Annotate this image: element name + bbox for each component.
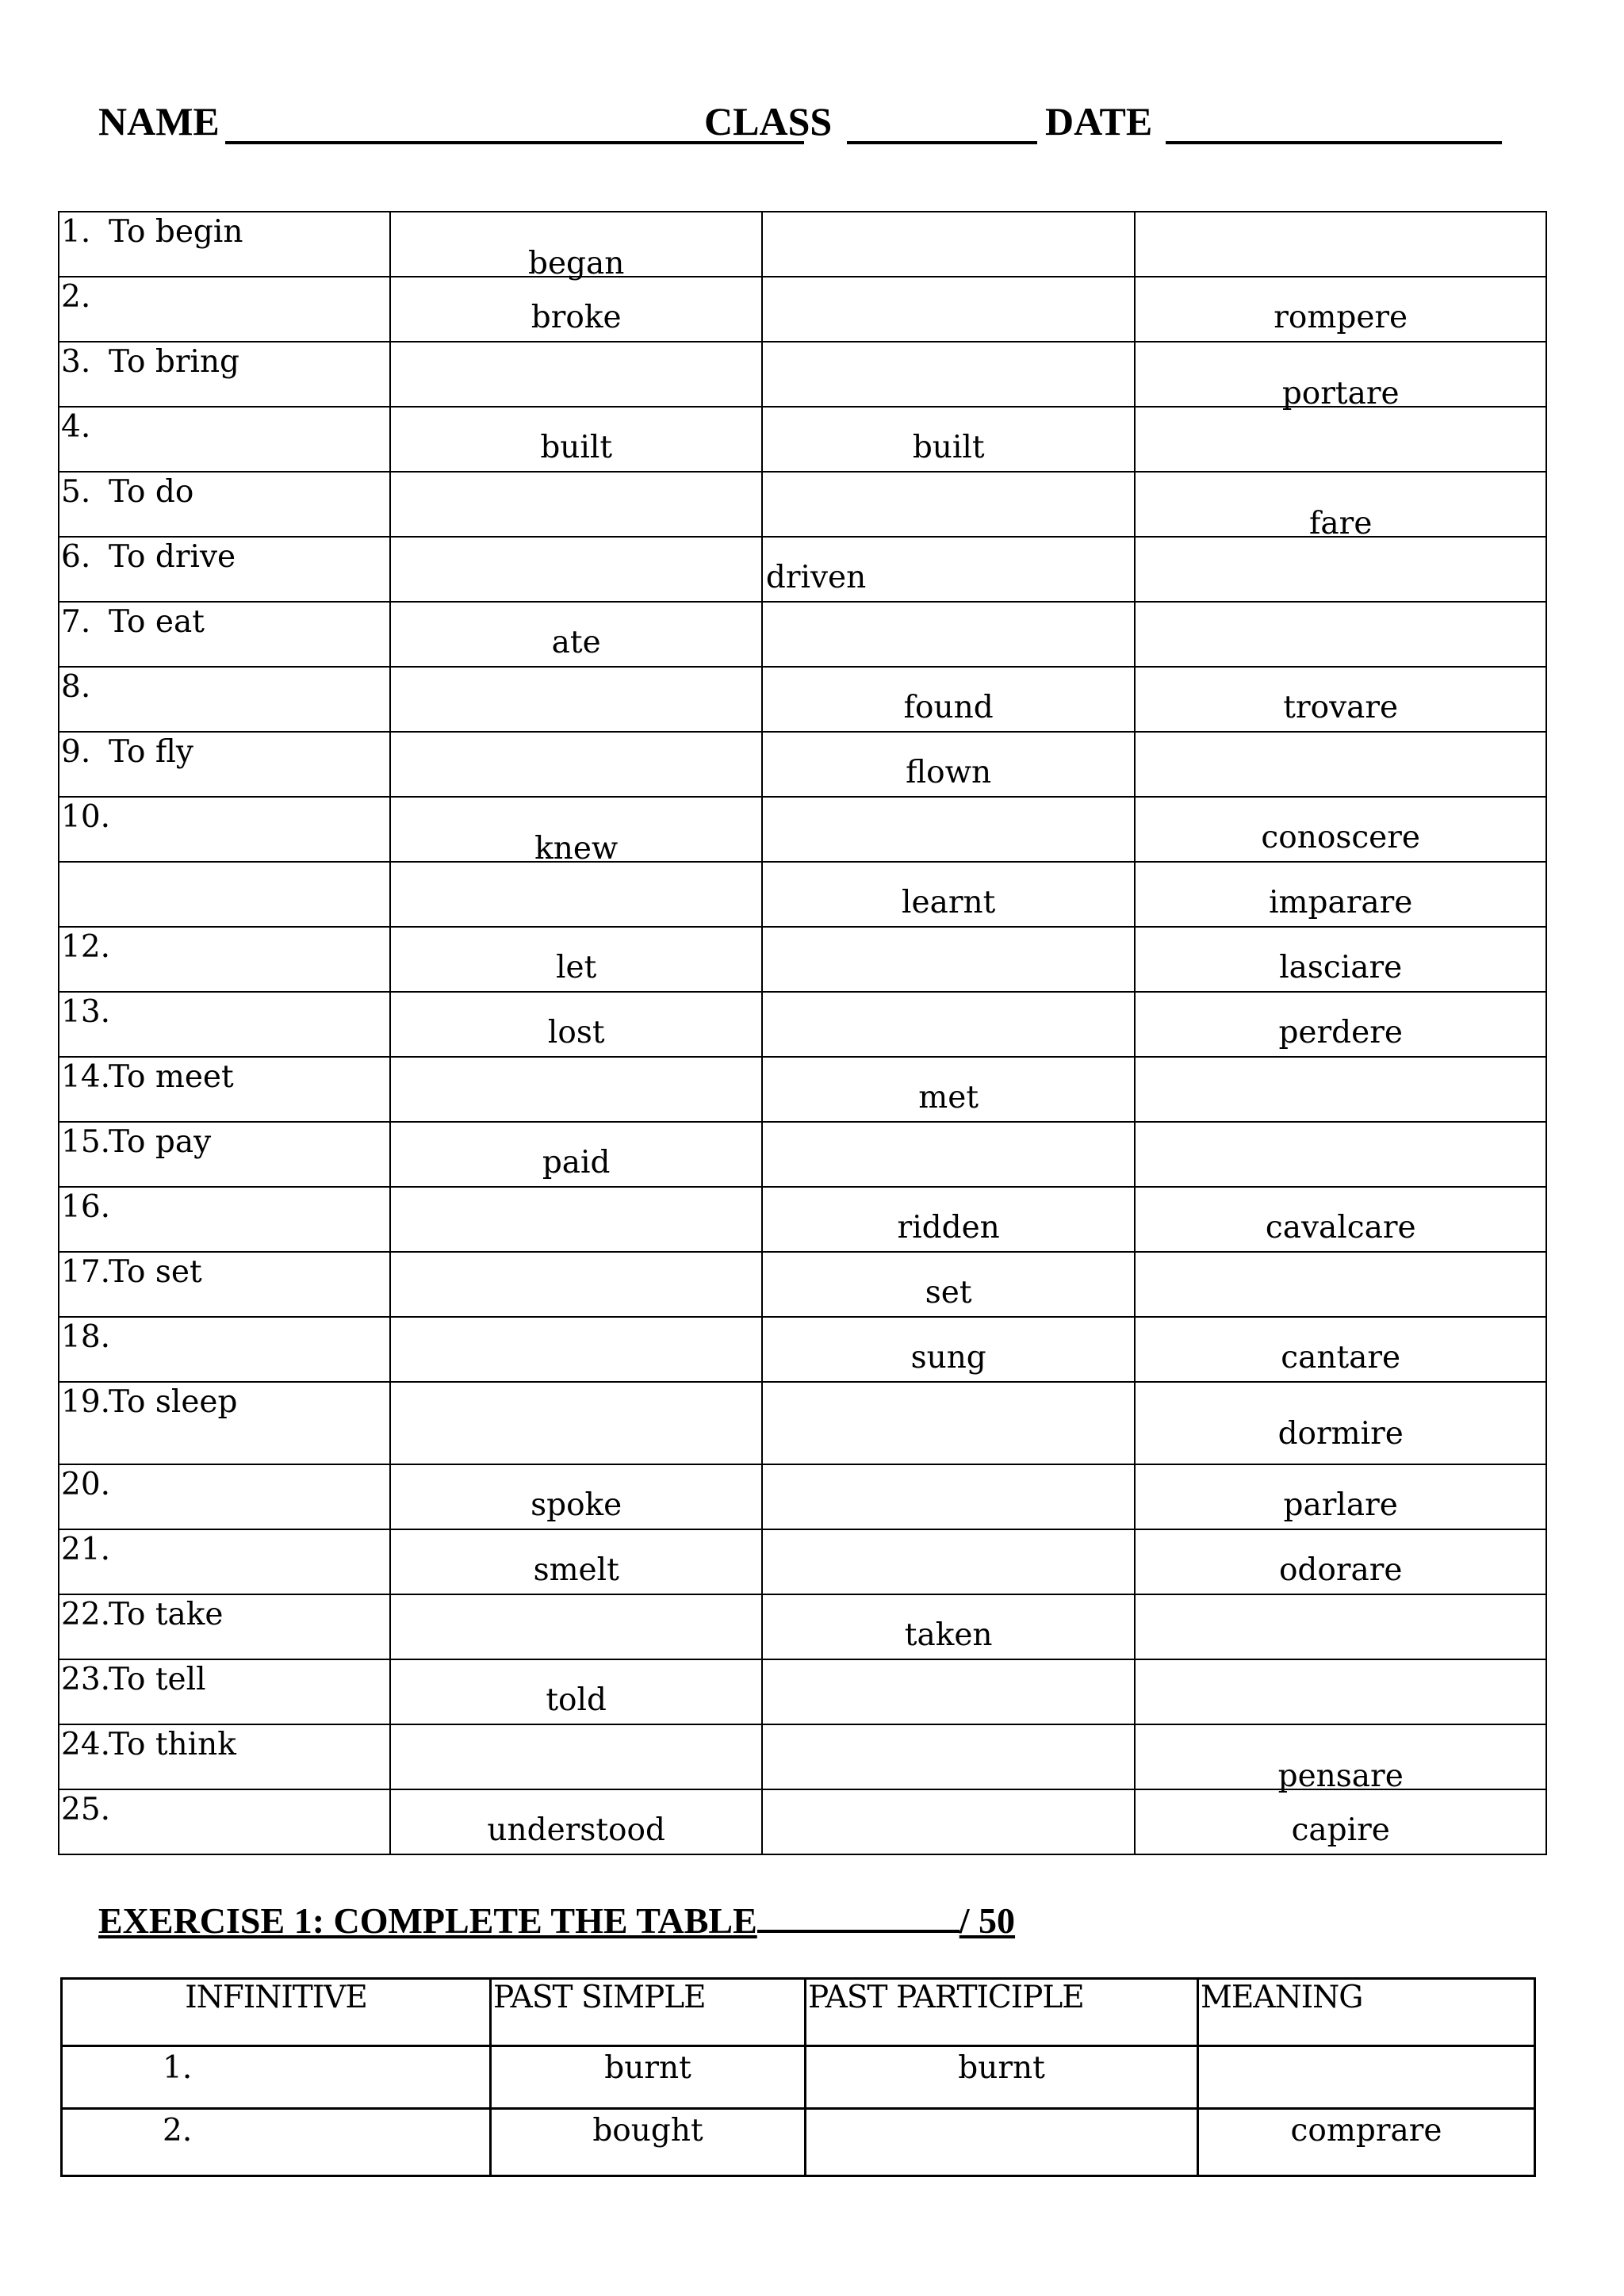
row-number: 6. [61, 539, 91, 575]
infinitive-cell[interactable] [59, 407, 390, 472]
infinitive-text: To sleep [109, 1384, 238, 1420]
exercise-meaning-cell[interactable] [1198, 2046, 1535, 2109]
exercise-table [60, 1977, 1536, 2177]
exercise-past-participle-cell[interactable] [806, 2109, 1198, 2176]
past-participle-cell[interactable] [762, 1122, 1136, 1187]
exercise-past-simple-cell[interactable] [491, 2046, 806, 2109]
past-participle-text: learnt [902, 885, 996, 920]
exercise-row [62, 2046, 1535, 2109]
table-row [59, 407, 1546, 472]
past-simple-cell[interactable] [390, 1464, 761, 1529]
meaning-cell[interactable] [1135, 1659, 1546, 1724]
meaning-cell[interactable] [1135, 602, 1546, 667]
meaning-cell[interactable] [1135, 732, 1546, 797]
row-number: 14. [61, 1059, 111, 1095]
table-row [59, 1317, 1546, 1382]
table-row [59, 1594, 1546, 1659]
past-participle-cell[interactable] [762, 1529, 1136, 1594]
exercise-past-participle-text: burnt [958, 2050, 1045, 2086]
meaning-text: fare [1309, 506, 1373, 541]
row-number: 21. [61, 1532, 111, 1567]
infinitive-cell[interactable] [59, 1122, 390, 1187]
past-participle-text: ridden [897, 1210, 1000, 1246]
infinitive-cell[interactable] [59, 1529, 390, 1594]
meaning-cell[interactable] [1135, 537, 1546, 602]
infinitive-cell[interactable] [59, 927, 390, 992]
infinitive-cell[interactable] [59, 1382, 390, 1464]
date-label: DATE [1045, 99, 1153, 144]
table-row [59, 1057, 1546, 1122]
meaning-text: odorare [1278, 1552, 1403, 1588]
meaning-text: lasciare [1279, 950, 1403, 985]
row-number: 1. [61, 214, 91, 250]
infinitive-cell[interactable] [59, 1724, 390, 1789]
infinitive-text: To drive [109, 539, 236, 575]
past-participle-cell[interactable] [762, 212, 1136, 277]
infinitive-cell[interactable] [59, 1594, 390, 1659]
infinitive-cell[interactable] [59, 1464, 390, 1529]
meaning-text: conoscere [1261, 820, 1420, 855]
row-number: 23. [61, 1662, 111, 1697]
table-row [59, 927, 1546, 992]
past-simple-cell[interactable] [390, 992, 761, 1057]
row-number: 24. [61, 1727, 111, 1762]
past-simple-cell[interactable] [390, 1252, 761, 1317]
table-row [59, 537, 1546, 602]
infinitive-text: To set [109, 1254, 202, 1290]
infinitive-text: To fly [109, 734, 193, 770]
exercise-heading [98, 1900, 1015, 1942]
table-row [59, 602, 1546, 667]
row-number: 15. [61, 1124, 111, 1160]
meaning-cell[interactable] [1135, 1187, 1546, 1252]
meaning-cell[interactable] [1135, 797, 1546, 862]
meaning-cell[interactable] [1135, 667, 1546, 732]
past-simple-cell[interactable] [390, 1724, 761, 1789]
past-simple-cell[interactable] [390, 797, 761, 867]
past-simple-cell[interactable] [390, 1659, 761, 1724]
past-simple-text: ate [551, 625, 601, 660]
past-simple-text: told [546, 1682, 607, 1718]
row-number: 12. [61, 929, 111, 965]
date-field-line[interactable] [1166, 141, 1502, 144]
past-participle-cell[interactable] [762, 1464, 1136, 1529]
past-simple-cell[interactable] [390, 732, 761, 797]
class-field-line[interactable] [847, 141, 1037, 144]
past-participle-cell[interactable] [762, 732, 1136, 797]
past-simple-text: built [540, 430, 613, 465]
meaning-cell[interactable] [1135, 1464, 1546, 1529]
past-participle-cell[interactable] [762, 1057, 1136, 1122]
past-participle-cell[interactable] [762, 472, 1136, 537]
past-participle-cell[interactable] [762, 407, 1136, 472]
infinitive-cell[interactable] [59, 1789, 390, 1854]
meaning-cell[interactable] [1135, 1594, 1546, 1659]
meaning-text: imparare [1269, 885, 1413, 920]
meaning-cell[interactable] [1135, 992, 1546, 1057]
past-simple-cell[interactable] [390, 1382, 761, 1464]
past-participle-cell[interactable] [762, 1724, 1136, 1789]
meaning-cell[interactable] [1135, 472, 1546, 541]
exercise-past-simple-text: burnt [604, 2050, 691, 2086]
exercise-past-simple-text: bought [592, 2113, 703, 2149]
infinitive-cell[interactable] [59, 1317, 390, 1382]
infinitive-cell[interactable] [59, 1252, 390, 1317]
table-row [59, 1382, 1546, 1464]
meaning-cell[interactable] [1135, 212, 1546, 277]
past-simple-text: understood [487, 1812, 665, 1848]
row-number: 10. [61, 799, 111, 835]
meaning-cell[interactable] [1135, 1252, 1546, 1317]
past-participle-text: set [925, 1275, 972, 1311]
past-participle-cell[interactable] [762, 667, 1136, 732]
past-simple-cell[interactable] [390, 537, 761, 602]
past-simple-text: spoke [530, 1487, 622, 1523]
infinitive-cell[interactable] [59, 1187, 390, 1252]
infinitive-cell[interactable] [59, 862, 390, 927]
past-simple-cell[interactable] [390, 862, 761, 927]
past-simple-text: broke [530, 300, 622, 335]
meaning-cell[interactable] [1135, 862, 1546, 927]
meaning-text: capire [1291, 1812, 1390, 1848]
meaning-cell[interactable] [1135, 1382, 1546, 1464]
exercise-score: / 50 [959, 1900, 1016, 1941]
past-simple-cell[interactable] [390, 1594, 761, 1659]
past-simple-cell[interactable] [390, 1057, 761, 1122]
row-number: 20. [61, 1467, 111, 1502]
past-simple-text: smelt [533, 1552, 619, 1588]
row-number: 22. [61, 1597, 111, 1632]
infinitive-cell[interactable] [59, 992, 390, 1057]
past-simple-text: knew [534, 831, 619, 867]
meaning-cell[interactable] [1135, 342, 1546, 411]
past-participle-cell[interactable] [762, 342, 1136, 407]
past-participle-cell[interactable] [762, 1594, 1136, 1659]
past-participle-cell[interactable] [762, 992, 1136, 1057]
table-row [59, 1252, 1546, 1317]
infinitive-cell[interactable] [59, 472, 390, 537]
past-participle-text: flown [906, 755, 992, 790]
infinitive-cell[interactable] [59, 342, 390, 407]
past-participle-cell[interactable] [762, 797, 1136, 862]
past-simple-text: let [556, 950, 597, 985]
row-number: 16. [61, 1189, 111, 1225]
past-simple-cell[interactable] [390, 212, 761, 281]
meaning-text: trovare [1283, 690, 1399, 725]
row-number: 17. [61, 1254, 111, 1290]
past-participle-cell[interactable] [762, 277, 1136, 342]
meaning-text: perdere [1278, 1015, 1403, 1050]
infinitive-cell[interactable] [59, 797, 390, 862]
exercise-row-number: 2. [163, 2113, 193, 2149]
meaning-cell[interactable] [1135, 927, 1546, 992]
past-simple-cell[interactable] [390, 342, 761, 407]
header-past-simple: PAST SIMPLE [493, 1980, 706, 2015]
exercise-row [62, 2109, 1535, 2176]
row-number: 7. [61, 604, 91, 640]
infinitive-cell[interactable] [59, 212, 390, 277]
infinitive-cell[interactable] [59, 732, 390, 797]
past-simple-cell[interactable] [390, 472, 761, 537]
table-row [59, 472, 1546, 537]
meaning-text: rompere [1274, 300, 1408, 335]
header-past-participle: PAST PARTICIPLE [808, 1980, 1084, 2015]
infinitive-text: To meet [109, 1059, 234, 1095]
row-number: 9. [61, 734, 91, 770]
header-meaning: MEANING [1201, 1980, 1363, 2015]
meaning-text: parlare [1283, 1487, 1398, 1523]
meaning-cell[interactable] [1135, 277, 1546, 342]
infinitive-text: To think [109, 1727, 236, 1762]
past-simple-cell[interactable] [390, 1789, 761, 1854]
past-simple-text: paid [542, 1145, 611, 1181]
meaning-cell[interactable] [1135, 1122, 1546, 1187]
table-row [59, 212, 1546, 277]
table-row [59, 732, 1546, 797]
infinitive-cell[interactable] [59, 667, 390, 732]
past-simple-cell[interactable] [390, 407, 761, 472]
past-simple-cell[interactable] [390, 1187, 761, 1252]
past-participle-text: sung [910, 1340, 986, 1376]
name-label: NAME [98, 99, 220, 144]
row-number: 13. [61, 994, 111, 1030]
past-simple-cell[interactable] [390, 277, 761, 342]
meaning-cell[interactable] [1135, 1317, 1546, 1382]
past-participle-cell[interactable] [762, 537, 1136, 602]
meaning-text: portare [1281, 376, 1400, 411]
past-participle-cell[interactable] [762, 1187, 1136, 1252]
meaning-cell[interactable] [1135, 1724, 1546, 1794]
table-row [59, 862, 1546, 927]
past-simple-text: began [527, 246, 625, 281]
past-participle-cell[interactable] [762, 862, 1136, 927]
table-row [59, 1187, 1546, 1252]
table-row [59, 1122, 1546, 1187]
worksheet-header [98, 94, 1502, 149]
infinitive-text: To do [109, 474, 194, 510]
row-number: 8. [61, 669, 91, 705]
past-participle-cell[interactable] [762, 1382, 1136, 1464]
table-row [59, 1789, 1546, 1854]
past-participle-text: found [903, 690, 994, 725]
row-number: 18. [61, 1319, 111, 1355]
table-row [59, 1529, 1546, 1594]
past-simple-cell[interactable] [390, 927, 761, 992]
verbs-table [58, 211, 1547, 1855]
infinitive-text: To tell [109, 1662, 206, 1697]
meaning-text: pensare [1277, 1758, 1404, 1794]
meaning-text: dormire [1277, 1416, 1404, 1452]
past-simple-cell[interactable] [390, 602, 761, 667]
table-row [59, 1659, 1546, 1724]
table-row [59, 1724, 1546, 1789]
infinitive-text: To eat [109, 604, 205, 640]
meaning-cell[interactable] [1135, 1529, 1546, 1594]
past-simple-cell[interactable] [390, 667, 761, 732]
infinitive-cell[interactable] [59, 537, 390, 602]
infinitive-cell[interactable] [59, 1659, 390, 1724]
exercise-past-simple-cell[interactable] [491, 2109, 806, 2176]
table-row [59, 992, 1546, 1057]
row-number: 19. [61, 1384, 111, 1420]
past-participle-cell[interactable] [762, 927, 1136, 992]
past-participle-cell[interactable] [762, 1317, 1136, 1382]
table-row [59, 797, 1546, 862]
past-participle-cell[interactable] [762, 602, 1136, 667]
past-simple-text: lost [547, 1015, 605, 1050]
exercise-past-participle-cell[interactable] [806, 2046, 1198, 2109]
row-number: 3. [61, 344, 91, 380]
row-number: 5. [61, 474, 91, 510]
exercise-row-number: 1. [163, 2050, 193, 2086]
exercise-meaning-text: comprare [1290, 2113, 1442, 2149]
score-line [757, 1901, 959, 1933]
table-row [59, 342, 1546, 407]
table-row [59, 667, 1546, 732]
past-participle-cell[interactable] [762, 1789, 1136, 1854]
past-participle-text: taken [904, 1617, 993, 1653]
meaning-cell[interactable] [1135, 407, 1546, 472]
meaning-cell[interactable] [1135, 1057, 1546, 1122]
exercise-title: EXERCISE 1: COMPLETE THE TABLE [98, 1900, 757, 1941]
infinitive-cell[interactable] [59, 277, 390, 342]
past-participle-cell[interactable] [762, 1659, 1136, 1724]
infinitive-text: To take [109, 1597, 224, 1632]
past-simple-cell[interactable] [390, 1317, 761, 1382]
past-participle-text: met [918, 1080, 979, 1115]
class-label: CLASS [704, 99, 833, 144]
infinitive-cell[interactable] [59, 602, 390, 667]
meaning-text: cavalcare [1265, 1210, 1416, 1246]
past-participle-text: driven [765, 560, 867, 595]
infinitive-text: To pay [109, 1124, 212, 1160]
row-number: 25. [61, 1792, 111, 1827]
infinitive-cell[interactable] [59, 1057, 390, 1122]
past-simple-cell[interactable] [390, 1122, 761, 1187]
table-row [59, 1464, 1546, 1529]
meaning-cell[interactable] [1135, 1789, 1546, 1854]
past-participle-text: built [912, 430, 985, 465]
exercise-infinitive-cell[interactable] [62, 2046, 491, 2109]
past-participle-cell[interactable] [762, 1252, 1136, 1317]
header-infinitive: INFINITIVE [185, 1980, 367, 2015]
infinitive-text: To begin [109, 214, 243, 250]
exercise-infinitive-cell[interactable] [62, 2109, 491, 2176]
row-number: 4. [61, 409, 91, 445]
meaning-text: cantare [1281, 1340, 1401, 1376]
exercise-meaning-cell[interactable] [1198, 2109, 1535, 2176]
table-row [59, 277, 1546, 342]
exercise-header-row [62, 1979, 1535, 2046]
past-simple-cell[interactable] [390, 1529, 761, 1594]
infinitive-text: To bring [109, 344, 240, 380]
row-number: 2. [61, 279, 91, 315]
